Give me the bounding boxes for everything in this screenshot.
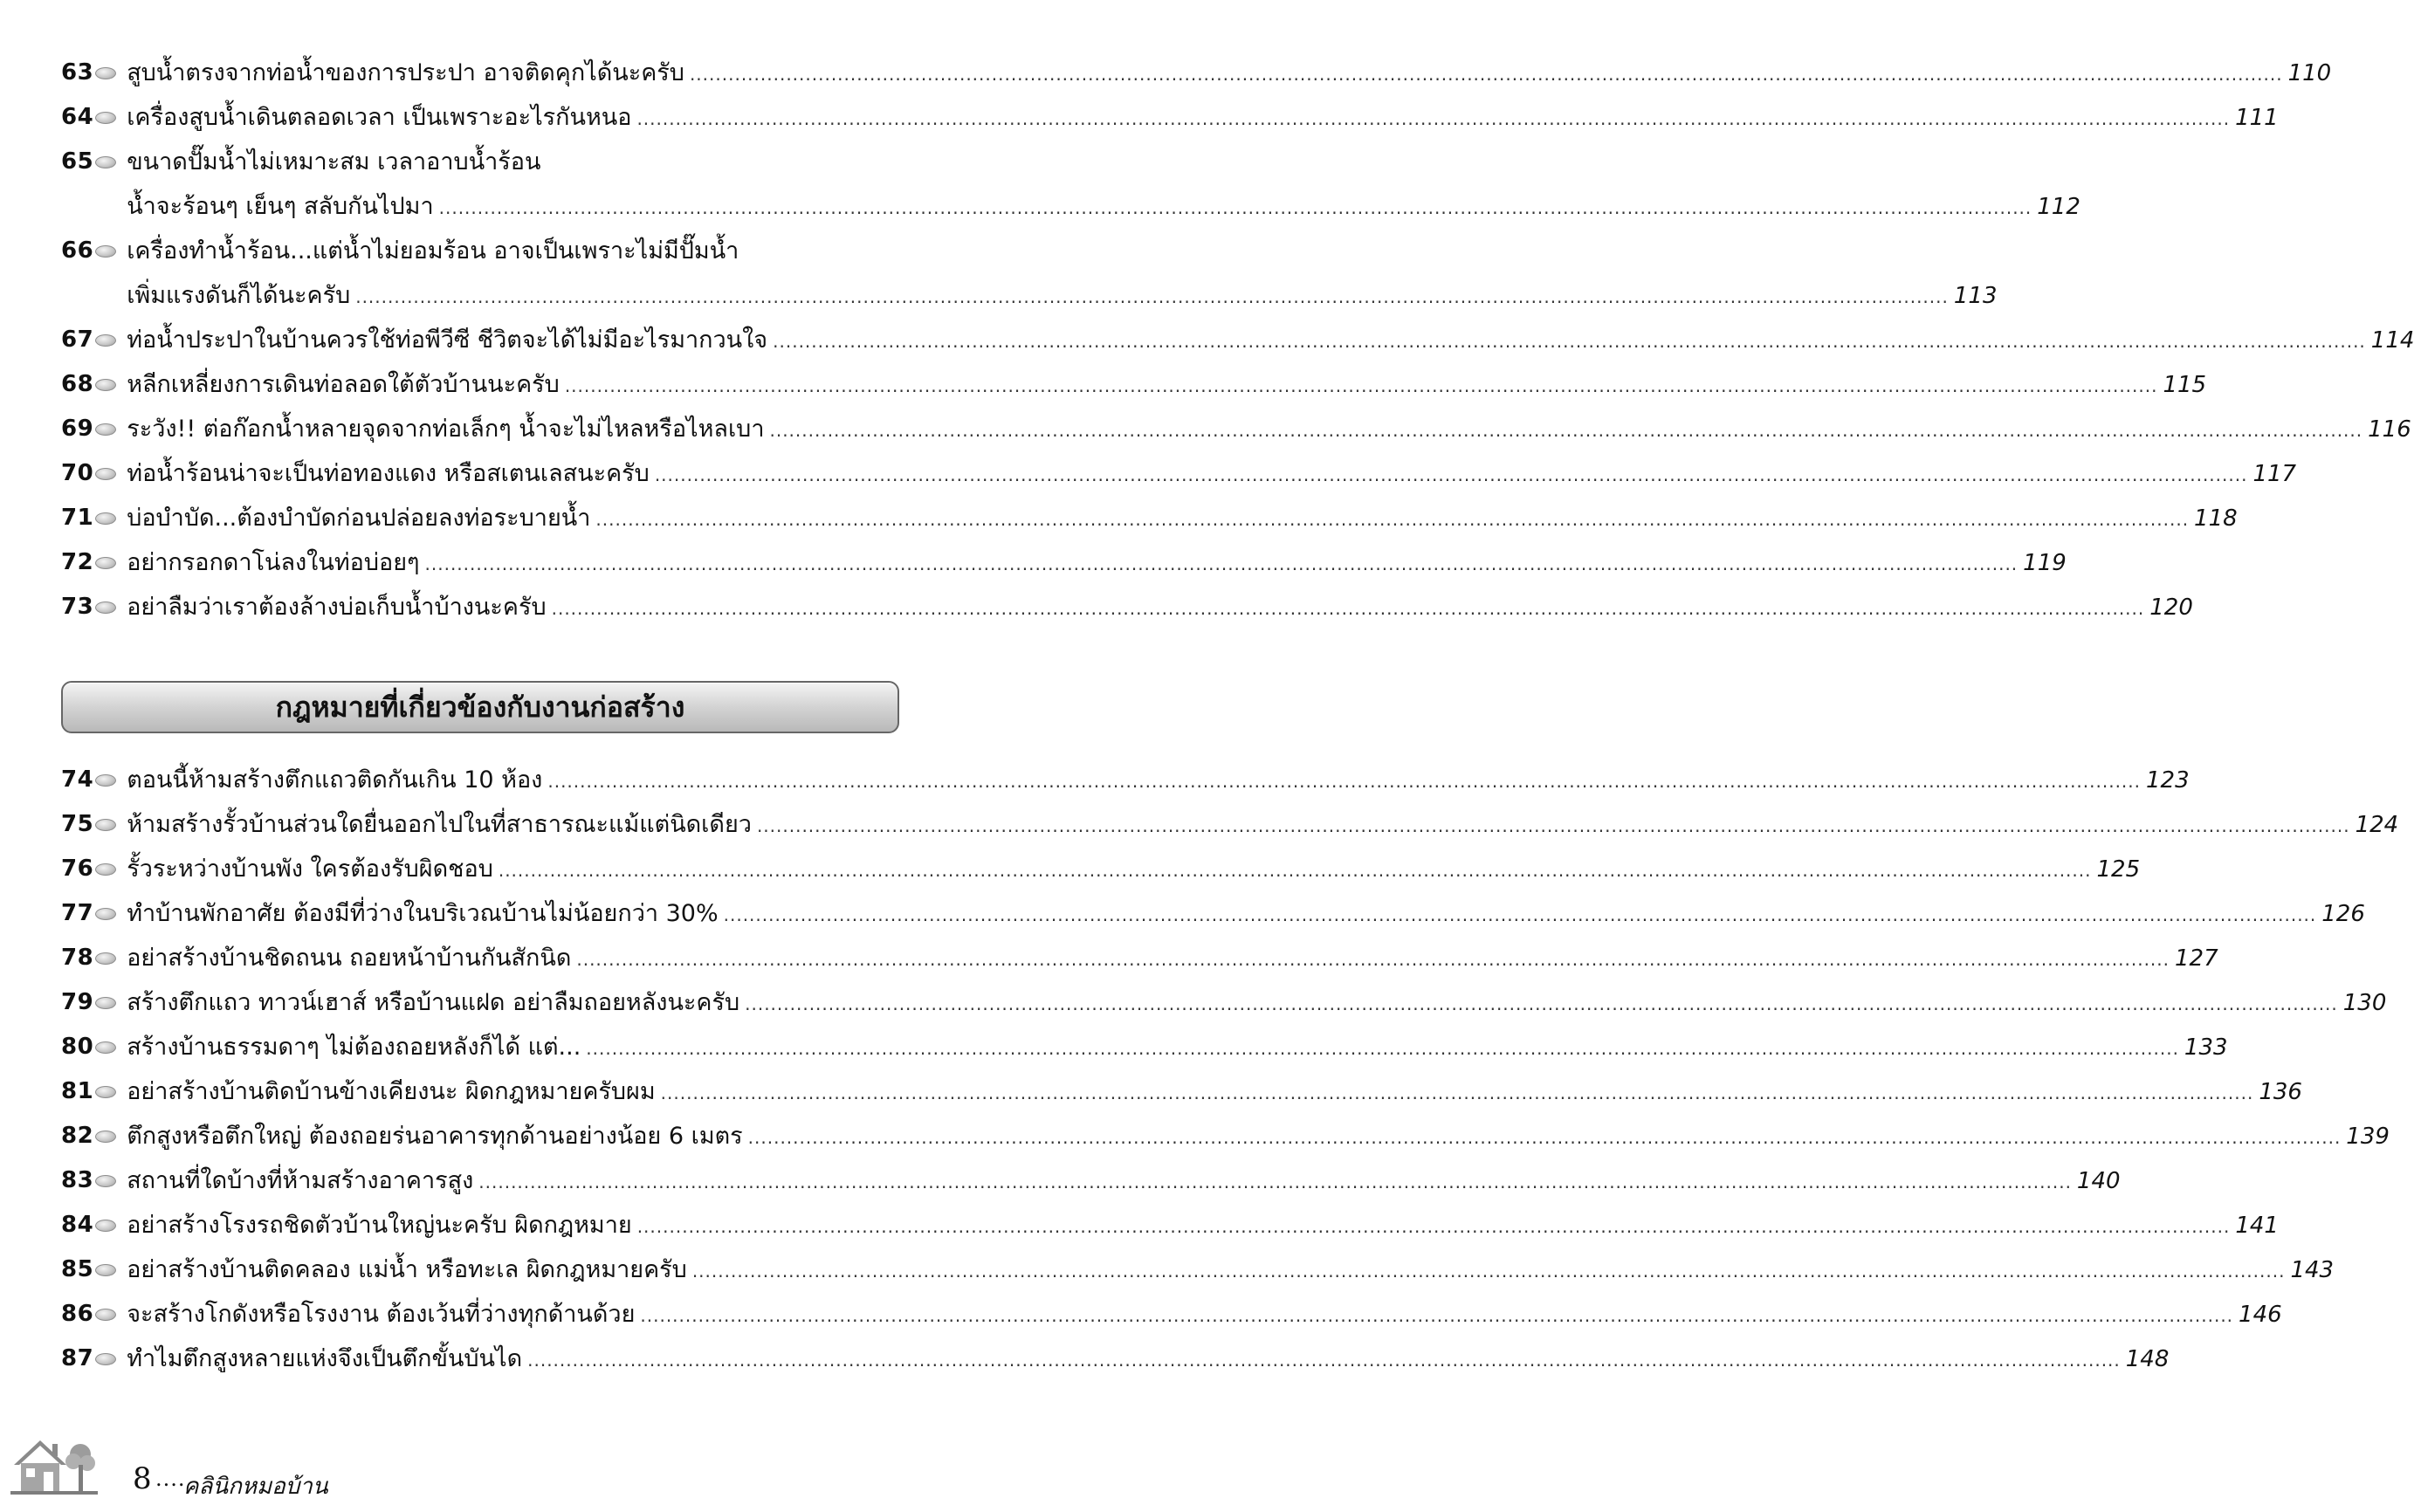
- entry-line: [127, 1158, 2120, 1203]
- entry-title: ตอนนี้ห้ามสร้างตึกแถวติดกันเกิน 10 ห้อง: [127, 766, 543, 794]
- dot-leader: [527, 1338, 2121, 1383]
- entry-line: [127, 362, 2206, 407]
- entry-content: [127, 891, 2365, 936]
- oval-bullet-icon: [95, 1309, 116, 1321]
- entry-content: [127, 1069, 2302, 1114]
- page-ref: 117: [2252, 461, 2297, 487]
- page-ref: 139: [2346, 1124, 2390, 1150]
- entry-title: อย่าสร้างบ้านชิดถนน ถอยหน้าบ้านกันสักนิด: [127, 945, 572, 972]
- oval-bullet-icon: [95, 557, 116, 569]
- entry-number: 78: [61, 945, 94, 971]
- entry-number: 67: [61, 326, 94, 353]
- toc-entry: [61, 451, 2297, 496]
- oval-bullet-icon: [95, 512, 116, 525]
- entry-title: ทำไมตึกสูงหลายแห่งจึงเป็นตึกขั้นบันได: [127, 1345, 523, 1372]
- entry-number: 82: [61, 1123, 94, 1149]
- oval-bullet-icon: [95, 774, 116, 787]
- page-ref: 127: [2175, 945, 2218, 972]
- dot-leader: [636, 97, 2230, 141]
- entry-line: [127, 496, 2238, 540]
- oval-bullet-icon: [95, 819, 116, 831]
- entry-number: 81: [61, 1078, 94, 1104]
- oval-bullet-icon: [95, 1086, 116, 1098]
- entry-line: [127, 229, 1997, 273]
- entry-content: [127, 1114, 2390, 1158]
- entry-content: [127, 1337, 2169, 1381]
- entry-title: ท่อน้ำประปาในบ้านควรใช้ท่อพีวีซี ชีวิตจะได้ไม่มีอะไรมากวนใจ: [127, 326, 768, 354]
- dot-leader: [595, 498, 2189, 542]
- entry-title: สร้างตึกแถว ทาวน์เฮาส์ หรือบ้านแฝด อย่าลืมถอยหลังนะครับ: [127, 989, 740, 1016]
- entry-content: [127, 758, 2189, 802]
- entry-content: [127, 51, 2331, 95]
- entry-line: [127, 51, 2331, 95]
- entry-content: [127, 496, 2238, 540]
- entry-line: [127, 1337, 2169, 1381]
- toc-entry: [61, 1292, 2282, 1337]
- oval-bullet-icon: [95, 423, 116, 436]
- toc-entry: [61, 1114, 2390, 1158]
- entry-number: 75: [61, 811, 94, 837]
- page-ref: 146: [2239, 1302, 2282, 1328]
- toc-entry: [61, 496, 2238, 540]
- dot-leader: [425, 542, 2019, 587]
- page-ref: 112: [2037, 194, 2080, 220]
- toc-entry: [61, 318, 2414, 362]
- page-ref: 113: [1953, 283, 1998, 309]
- toc-entry: [61, 758, 2190, 802]
- oval-bullet-icon: [95, 112, 116, 124]
- toc-entry: [61, 585, 2193, 629]
- page-ref: 148: [2125, 1346, 2170, 1372]
- entry-line: [127, 1292, 2281, 1337]
- entry-title: ทำบ้านพักอาศัย ต้องมีที่ว่างในบริเวณบ้านไม่น้อยกว่า 30%: [127, 900, 719, 927]
- entry-title: อย่าสร้างบ้านติดบ้านข้างเคียงนะ ผิดกฎหมายครับผม: [127, 1078, 656, 1105]
- dot-leader: [773, 320, 2366, 364]
- entry-number: 72: [61, 549, 94, 575]
- toc-entry: [61, 847, 2141, 891]
- page-ref: 140: [2076, 1168, 2121, 1194]
- toc-entry: [61, 891, 2365, 936]
- entry-number: 70: [61, 460, 94, 486]
- house-tree-icon: [10, 1432, 98, 1497]
- entry-line: [127, 1025, 2227, 1069]
- oval-bullet-icon: [95, 1131, 116, 1143]
- entry-title: สร้างบ้านธรรมดาๆ ไม่ต้องถอยหลังก็ได้ แต่...: [127, 1034, 581, 1061]
- entry-title: ตึกสูงหรือตึกใหญ่ ต้องถอยร่นอาคารทุกด้านอย่างน้อย 6 เมตร: [127, 1123, 743, 1150]
- entry-line: [127, 1203, 2279, 1247]
- entry-content: [127, 451, 2296, 496]
- section-header-banner: [61, 681, 899, 733]
- entry-title: รั้วระหว่างบ้านพัง ใครต้องรับผิดชอบ: [127, 856, 493, 883]
- page-ref: 124: [2355, 812, 2399, 838]
- entry-line: [127, 891, 2365, 936]
- toc-entry: [61, 362, 2207, 407]
- entry-number: 68: [61, 371, 94, 397]
- toc-entry: [61, 95, 2279, 140]
- dot-leader: [690, 52, 2283, 97]
- dot-leader: [547, 759, 2141, 804]
- entry-title: อย่าสร้างบ้านติดคลอง แม่น้ำ หรือทะเล ผิดกฎหมายครับ: [127, 1256, 687, 1283]
- oval-bullet-icon: [95, 379, 116, 391]
- entry-line: [127, 585, 2193, 629]
- entry-title: อย่าสร้างโรงรถชิดตัวบ้านใหญ่นะครับ ผิดกฎหมาย: [127, 1212, 632, 1239]
- oval-bullet-icon: [95, 245, 116, 258]
- entry-line: [127, 758, 2189, 802]
- entry-number: 63: [61, 59, 94, 86]
- dot-leader: [576, 938, 2170, 982]
- entry-line: [127, 1114, 2390, 1158]
- oval-bullet-icon: [95, 952, 116, 965]
- entry-title: เครื่องทำน้ำร้อน...แต่น้ำไม่ยอมร้อน อาจเป็นเพราะไม่มีปั๊มน้ำ: [127, 237, 739, 265]
- entry-content: [127, 1292, 2281, 1337]
- entry-number: 71: [61, 505, 94, 531]
- entry-number: 85: [61, 1256, 94, 1282]
- dot-leader: [757, 804, 2350, 849]
- entry-number: 73: [61, 594, 94, 620]
- dot-leader: [692, 1249, 2286, 1294]
- section-title: กฎหมายที่เกี่ยวข้องกับงานก่อสร้าง: [275, 690, 685, 724]
- entry-content: [127, 1158, 2120, 1203]
- entry-content: [127, 1025, 2227, 1069]
- entry-content: [127, 1247, 2334, 1292]
- oval-bullet-icon: [95, 1353, 116, 1365]
- entry-line: [127, 140, 2080, 184]
- toc-entry: [61, 51, 2332, 95]
- page-ref: 110: [2287, 60, 2332, 86]
- entry-number: 77: [61, 900, 94, 926]
- page-ref: 143: [2290, 1257, 2335, 1283]
- dot-leader: [499, 849, 2092, 893]
- dot-leader: [769, 409, 2362, 453]
- toc-entry: [61, 140, 2080, 229]
- entry-line: [127, 980, 2386, 1025]
- toc-entry: [61, 1337, 2170, 1381]
- dot-leader: [724, 893, 2317, 938]
- page-ref: 118: [2194, 505, 2238, 532]
- dot-leader: [745, 982, 2338, 1027]
- entry-content: [127, 95, 2279, 140]
- dot-leader: [637, 1205, 2231, 1249]
- footer-dots: ....: [155, 1467, 186, 1491]
- dot-leader: [586, 1027, 2179, 1071]
- toc-entry: [61, 407, 2411, 451]
- entry-content: [127, 140, 2080, 229]
- entry-title: ท่อน้ำร้อนน่าจะเป็นท่อทองแดง หรือสเตนเลสนะครับ: [127, 460, 650, 487]
- entry-line: [127, 273, 1997, 318]
- dot-leader: [661, 1071, 2254, 1116]
- entry-content: [127, 229, 1997, 318]
- entry-number: 83: [61, 1167, 94, 1193]
- entry-content: [127, 585, 2193, 629]
- page-number: 8: [133, 1461, 152, 1496]
- entry-number: 74: [61, 766, 94, 793]
- entry-line: [127, 847, 2140, 891]
- oval-bullet-icon: [95, 1264, 116, 1276]
- page-ref: 141: [2235, 1213, 2279, 1239]
- dot-leader: [355, 275, 1949, 320]
- toc-entry: [61, 802, 2399, 847]
- dot-leader: [748, 1116, 2342, 1160]
- oval-bullet-icon: [95, 863, 116, 876]
- page-ref: 114: [2370, 327, 2414, 354]
- entry-line: [127, 1069, 2302, 1114]
- toc-entry: [61, 980, 2387, 1025]
- entry-title: ขนาดปั๊มน้ำไม่เหมาะสม เวลาอาบน้ำร้อน: [127, 148, 541, 175]
- entry-content: [127, 362, 2206, 407]
- page-ref: 133: [2184, 1034, 2228, 1061]
- entry-number: 66: [61, 237, 94, 264]
- entry-title: สถานที่ใดบ้างที่ห้ามสร้างอาคารสูง: [127, 1167, 474, 1194]
- entry-title: เพิ่มแรงดันก็ได้นะครับ: [127, 282, 351, 309]
- toc-entry: [61, 1025, 2228, 1069]
- entry-content: [127, 936, 2218, 980]
- entry-number: 86: [61, 1301, 94, 1327]
- entry-content: [127, 407, 2411, 451]
- oval-bullet-icon: [95, 1041, 116, 1054]
- entry-number: 76: [61, 856, 94, 882]
- toc-entry: [61, 540, 2067, 585]
- entry-line: [127, 184, 2080, 229]
- page-ref: 111: [2235, 105, 2279, 131]
- entry-title: บ่อบำบัด...ต้องบำบัดก่อนปล่อยลงท่อระบายน้ำ: [127, 505, 591, 532]
- dot-leader: [552, 587, 2145, 631]
- toc-entry: [61, 1247, 2335, 1292]
- entry-line: [127, 1247, 2334, 1292]
- entry-title: ระวัง!! ต่อก๊อกน้ำหลายจุดจากท่อเล็กๆ น้ำจะไม่ไหลหรือไหลเบา: [127, 416, 765, 443]
- entry-content: [127, 318, 2414, 362]
- entry-title: หลีกเหลี่ยงการเดินท่อลอดใต้ตัวบ้านนะครับ: [127, 371, 560, 398]
- entry-number: 80: [61, 1034, 94, 1060]
- page-ref: 130: [2342, 990, 2387, 1016]
- entry-line: [127, 95, 2279, 140]
- oval-bullet-icon: [95, 156, 116, 168]
- entry-title: น้ำจะร้อนๆ เย็นๆ สลับกันไปมา: [127, 193, 434, 220]
- toc-entry: [61, 1158, 2121, 1203]
- page-ref: 123: [2146, 767, 2190, 794]
- toc-entry: [61, 936, 2218, 980]
- dot-leader: [439, 186, 2032, 230]
- entry-line: [127, 540, 2067, 585]
- dot-leader: [655, 453, 2248, 498]
- toc-entry: [61, 1203, 2279, 1247]
- entry-number: 69: [61, 416, 94, 442]
- oval-bullet-icon: [95, 334, 116, 347]
- book-title: คลินิกหมอบ้าน: [183, 1474, 328, 1500]
- entry-content: [127, 540, 2067, 585]
- oval-bullet-icon: [95, 997, 116, 1009]
- toc-entry: [61, 1069, 2302, 1114]
- toc-entry: [61, 229, 1998, 318]
- entry-line: [127, 936, 2218, 980]
- oval-bullet-icon: [95, 601, 116, 614]
- entry-content: [127, 1203, 2279, 1247]
- page-ref: 125: [2096, 856, 2141, 883]
- oval-bullet-icon: [95, 1175, 116, 1187]
- entry-line: [127, 451, 2296, 496]
- entry-number: 65: [61, 148, 94, 175]
- entry-content: [127, 847, 2140, 891]
- entry-title: อย่าลืมว่าเราต้องล้างบ่อเก็บน้ำบ้างนะครับ: [127, 594, 547, 621]
- entry-content: [127, 802, 2398, 847]
- entry-number: 87: [61, 1345, 94, 1371]
- entry-number: 84: [61, 1212, 94, 1238]
- entry-line: [127, 318, 2414, 362]
- entry-line: [127, 802, 2398, 847]
- entry-content: [127, 980, 2386, 1025]
- entry-title: อย่ากรอกดาโน่ลงในท่อบ่อยๆ: [127, 549, 420, 576]
- oval-bullet-icon: [95, 468, 116, 480]
- page-ref: 120: [2149, 594, 2193, 621]
- page-ref: 136: [2259, 1079, 2302, 1105]
- page-ref: 119: [2023, 550, 2067, 576]
- toc-list-plumbing: [61, 51, 2414, 629]
- dot-leader: [478, 1160, 2072, 1205]
- entry-line: [127, 407, 2411, 451]
- toc-list-law: [61, 758, 2399, 1381]
- dot-leader: [565, 364, 2158, 409]
- entry-title: จะสร้างโกดังหรือโรงงาน ต้องเว้นที่ว่างทุกด้านด้วย: [127, 1301, 636, 1328]
- entry-number: 64: [61, 104, 94, 130]
- entry-title: ห้ามสร้างรั้วบ้านส่วนใดยื่นออกไปในที่สาธารณะแม้แต่นิดเดียว: [127, 811, 752, 838]
- page-ref: 115: [2163, 372, 2207, 398]
- entry-title: เครื่องสูบน้ำเดินตลอดเวลา เป็นเพราะอะไรกันหนอ: [127, 104, 632, 131]
- oval-bullet-icon: [95, 908, 116, 920]
- oval-bullet-icon: [95, 67, 116, 79]
- page-ref: 126: [2321, 901, 2365, 927]
- dot-leader: [640, 1294, 2233, 1338]
- oval-bullet-icon: [95, 1220, 116, 1232]
- entry-title: สูบน้ำตรงจากท่อน้ำของการประปา อาจติดคุกได้นะครับ: [127, 59, 684, 86]
- entry-number: 79: [61, 989, 94, 1015]
- page-footer: [10, 1432, 447, 1502]
- page-ref: 116: [2368, 416, 2411, 443]
